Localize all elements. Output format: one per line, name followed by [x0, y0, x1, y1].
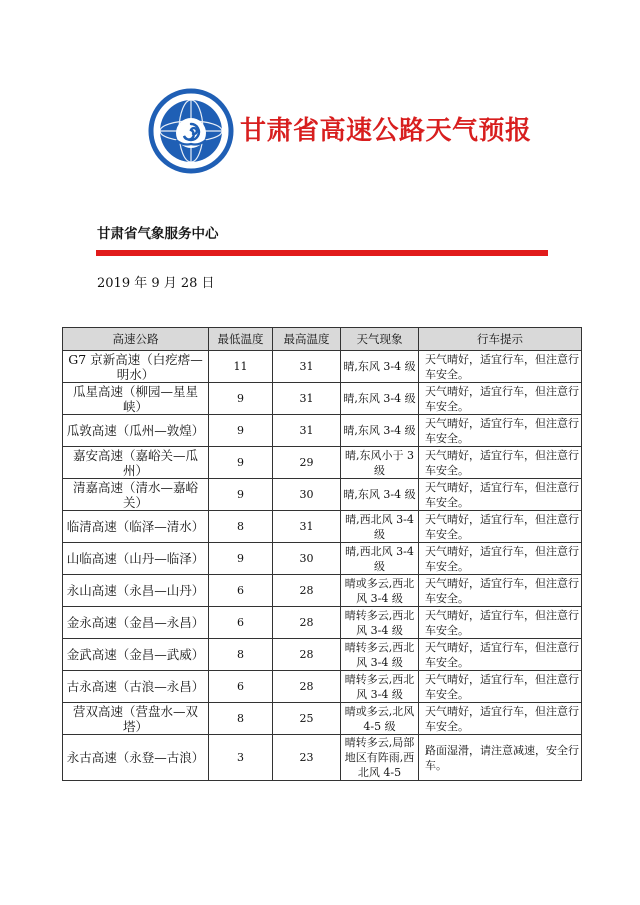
- table-row: [63, 639, 582, 671]
- table-row: [63, 607, 582, 639]
- min-temp-cell: 6: [209, 607, 273, 639]
- tip-cell: 天气晴好，适宜行车，但注意行车安全。: [419, 607, 582, 639]
- max-temp-cell: 29: [273, 447, 341, 479]
- max-temp-cell: 28: [273, 575, 341, 607]
- min-temp-cell: 8: [209, 639, 273, 671]
- weather-cell: 晴或多云,西北风 3-4 级: [341, 575, 419, 607]
- page-title: 甘肃省高速公路天气预报: [240, 116, 532, 146]
- weather-cell: 晴,东风小于 3 级: [341, 447, 419, 479]
- issue-date: 2019 年 9 月 28 日: [97, 276, 215, 291]
- tip-cell: 天气晴好，适宜行车，但注意行车安全。: [419, 415, 582, 447]
- column-header-road: 高速公路: [63, 328, 209, 351]
- table-row: [63, 383, 582, 415]
- table-row: [63, 479, 582, 511]
- min-temp-cell: 9: [209, 383, 273, 415]
- tip-cell: 天气晴好，适宜行车，但注意行车安全。: [419, 511, 582, 543]
- weather-cell: 晴,东风 3-4 级: [341, 383, 419, 415]
- weather-cell: 晴转多云,局部地区有阵雨,西北风 4-5: [341, 735, 419, 781]
- tip-cell: 天气晴好，适宜行车，但注意行车安全。: [419, 447, 582, 479]
- tip-cell: 天气晴好，适宜行车，但注意行车安全。: [419, 671, 582, 703]
- tip-cell: 天气晴好，适宜行车，但注意行车安全。: [419, 639, 582, 671]
- tip-cell: 天气晴好，适宜行车，但注意行车安全。: [419, 479, 582, 511]
- column-header-tip: 行车提示: [419, 328, 582, 351]
- road-cell: 瓜敦高速（瓜州—敦煌）: [63, 415, 209, 447]
- min-temp-cell: 8: [209, 703, 273, 735]
- weather-cell: 晴转多云,西北风 3-4 级: [341, 671, 419, 703]
- max-temp-cell: 23: [273, 735, 341, 781]
- min-temp-cell: 3: [209, 735, 273, 781]
- weather-cell: 晴或多云,北风 4-5 级: [341, 703, 419, 735]
- road-cell: 永古高速（永登—古浪）: [63, 735, 209, 781]
- table-row: [63, 671, 582, 703]
- min-temp-cell: 11: [209, 351, 273, 383]
- max-temp-cell: 28: [273, 639, 341, 671]
- weather-cell: 晴,西北风 3-4 级: [341, 543, 419, 575]
- max-temp-cell: 31: [273, 415, 341, 447]
- min-temp-cell: 9: [209, 415, 273, 447]
- road-cell: 清嘉高速（清水—嘉峪关）: [63, 479, 209, 511]
- min-temp-cell: 9: [209, 543, 273, 575]
- weather-cell: 晴,东风 3-4 级: [341, 479, 419, 511]
- weather-cell: 晴,东风 3-4 级: [341, 351, 419, 383]
- tip-cell: 天气晴好，适宜行车，但注意行车安全。: [419, 543, 582, 575]
- max-temp-cell: 30: [273, 479, 341, 511]
- table-row: [63, 543, 582, 575]
- tip-cell: 天气晴好，适宜行车，但注意行车安全。: [419, 575, 582, 607]
- max-temp-cell: 30: [273, 543, 341, 575]
- weather-cell: 晴转多云,西北风 3-4 级: [341, 607, 419, 639]
- max-temp-cell: 31: [273, 511, 341, 543]
- road-cell: 瓜星高速（柳园—星星峡）: [63, 383, 209, 415]
- table-row: [63, 351, 582, 383]
- table-row: [63, 575, 582, 607]
- road-cell: 永山高速（永昌—山丹）: [63, 575, 209, 607]
- table-row: [63, 511, 582, 543]
- column-header-max-temp: 最高温度: [273, 328, 341, 351]
- road-cell: 山临高速（山丹—临泽）: [63, 543, 209, 575]
- min-temp-cell: 6: [209, 671, 273, 703]
- max-temp-cell: 31: [273, 351, 341, 383]
- forecast-table: [62, 327, 582, 781]
- tip-cell: 天气晴好，适宜行车，但注意行车安全。: [419, 351, 582, 383]
- road-cell: 嘉安高速（嘉峪关—瓜州）: [63, 447, 209, 479]
- max-temp-cell: 31: [273, 383, 341, 415]
- min-temp-cell: 9: [209, 479, 273, 511]
- table-row: [63, 735, 582, 781]
- column-header-min-temp: 最低温度: [209, 328, 273, 351]
- weather-cell: 晴,西北风 3-4 级: [341, 511, 419, 543]
- max-temp-cell: 28: [273, 671, 341, 703]
- tip-cell: 路面湿滑，请注意减速，安全行车。: [419, 735, 582, 781]
- table-row: [63, 703, 582, 735]
- road-cell: 营双高速（营盘水—双塔）: [63, 703, 209, 735]
- header-divider: [96, 250, 548, 256]
- table-row: [63, 447, 582, 479]
- min-temp-cell: 8: [209, 511, 273, 543]
- min-temp-cell: 6: [209, 575, 273, 607]
- table-header-row: [63, 328, 582, 351]
- weather-cell: 晴转多云,西北风 3-4 级: [341, 639, 419, 671]
- organization-name: 甘肃省气象服务中心: [97, 226, 219, 242]
- weather-cell: 晴,东风 3-4 级: [341, 415, 419, 447]
- tip-cell: 天气晴好，适宜行车，但注意行车安全。: [419, 383, 582, 415]
- table-row: [63, 415, 582, 447]
- road-cell: 金永高速（金昌—永昌）: [63, 607, 209, 639]
- tip-cell: 天气晴好，适宜行车，但注意行车安全。: [419, 703, 582, 735]
- meteorological-emblem-icon: [148, 88, 234, 174]
- road-cell: 金武高速（金昌—武威）: [63, 639, 209, 671]
- road-cell: G7 京新高速（白疙瘩—明水）: [63, 351, 209, 383]
- road-cell: 古永高速（古浪—永昌）: [63, 671, 209, 703]
- max-temp-cell: 28: [273, 607, 341, 639]
- min-temp-cell: 9: [209, 447, 273, 479]
- max-temp-cell: 25: [273, 703, 341, 735]
- road-cell: 临清高速（临泽—清水）: [63, 511, 209, 543]
- column-header-weather: 天气现象: [341, 328, 419, 351]
